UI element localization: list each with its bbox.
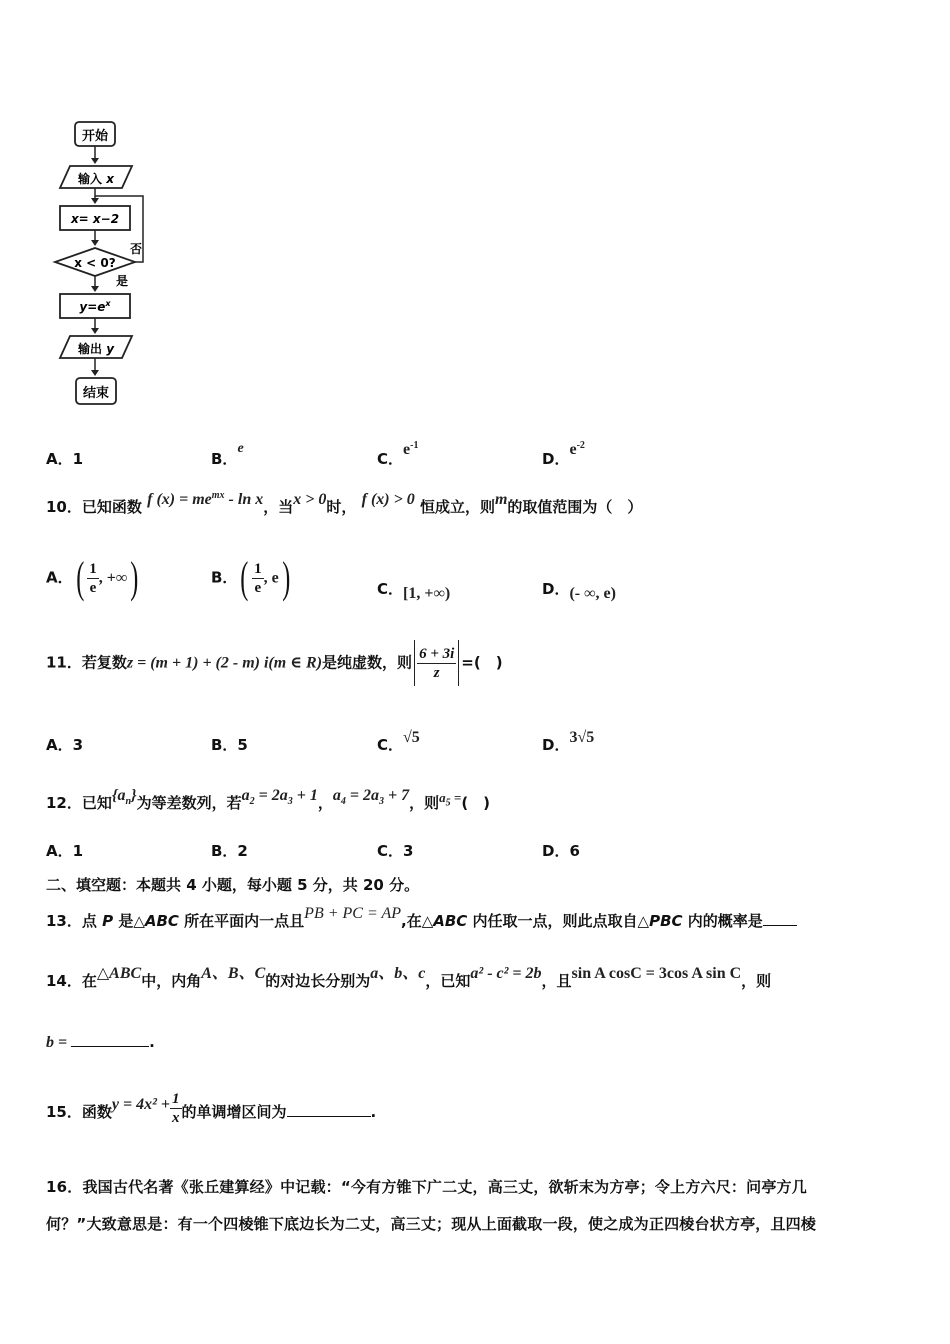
flowchart-process-label: x= x−2 [70, 212, 120, 226]
q11-option-c: C．√5 [377, 729, 420, 754]
section-2-title: 二、填空题：本题共 4 小题，每小题 5 分，共 20 分。 [46, 876, 420, 894]
q11-option-b: B．5 [211, 736, 248, 754]
flowchart-yes-label: 是 [116, 274, 129, 288]
question-11: 11．若复数z = (m + 1) + (2 - m) i(m ∈ R)是纯虚数，则 $\frac{6 + 3i}{z}$ =( ) [46, 640, 503, 686]
flowchart-end-label: 结束 [82, 386, 110, 401]
question-10: 10．已知函数 f $(x) = me^{mx} - \ln x$，当x > 0时， f (x) > 0 恒成立，则m的取值范围为（ ） [46, 490, 643, 516]
question-12: 12．已知$\{a_n\}$为等差数列，若$a_2 = 2a_3 + 1$，$a_4 = 2a_3 + 7$，则$a_5$ =( ) [46, 787, 491, 812]
q10-option-a: A．( $\frac{1}{e}$ , +∞) [46, 553, 139, 602]
q9-option-b: B．e [211, 441, 244, 468]
q10-option-c: C．[1, +∞) [377, 580, 451, 602]
q14-answer-line: b = . [46, 1033, 155, 1051]
question-16-line-1: 16．我国古代名著《张丘建算经》中记载：“今有方锥下广二丈，高三丈，欲斩末为方亭；令上方六尺：问亭方几 [46, 1178, 807, 1196]
flowchart-decision-label: x < 0? [74, 256, 116, 270]
flowchart-input-label: 输入 x [78, 172, 114, 186]
q9-option-d: D．$e^{-2}$ [542, 440, 585, 468]
question-16-line-2: 何？”大致意思是：有一个四棱锥下底边长为二丈，高三丈；现从上面截取一段，使之成为正四棱台状方亭，且四棱 [46, 1215, 817, 1233]
q11-option-a: A．3 [46, 736, 84, 754]
question-14: 14．在△ABC中，内角A、B、C的对边长分别为a、b、c，已知a² - c² = 2b，且sin A cosC = 3cos A sin C，则 [46, 965, 772, 990]
flowchart-no-label: 否 [130, 242, 143, 256]
q10-option-b: B．( $\frac{1}{e}$ , e) [211, 553, 291, 602]
q12-option-d: D．6 [542, 842, 580, 860]
q12-option-c: C．3 [377, 842, 414, 860]
q12-option-b: B．2 [211, 842, 248, 860]
flowchart-output-label: 输出 y [77, 342, 115, 356]
flowchart [40, 110, 170, 420]
q11-option-d: D．3√5 [542, 729, 595, 754]
question-15: 15．函数y = 4x² + $\frac{1}{x}$ 的单调增区间为 . [46, 1091, 377, 1126]
flowchart-start-label: 开始 [81, 129, 109, 144]
q10-option-d: D．(- ∞, e) [542, 580, 616, 602]
flowchart-assign-label: $y=e^x$ [79, 299, 111, 314]
question-13: 13．点 P 是△ABC 所在平面内一点且PB + PC = AP,在△ABC 内任取一点，则此点取自△PBC 内的概率是 [46, 910, 797, 931]
q9-option-c: C．$e^{-1}$ [377, 440, 419, 468]
q12-option-a: A．1 [46, 842, 84, 860]
q9-option-a: A．1 [46, 450, 84, 468]
